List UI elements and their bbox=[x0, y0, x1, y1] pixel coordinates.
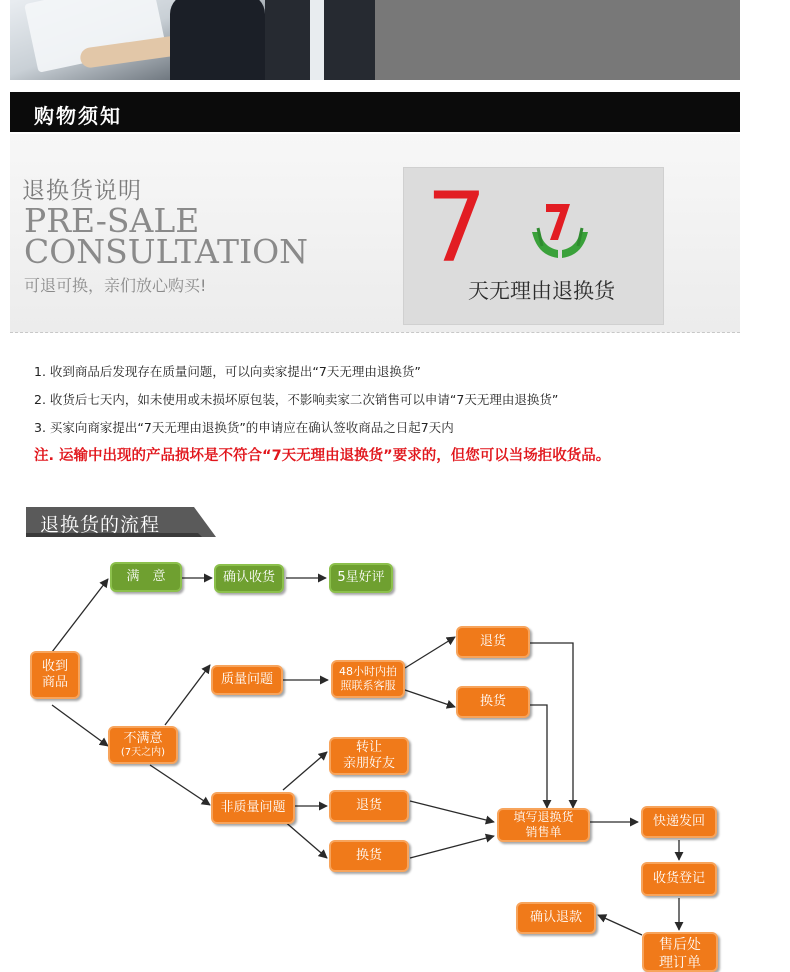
arrow-receive-unsatisfied bbox=[52, 705, 108, 746]
node-confirm-refund-label: 确认退款 bbox=[530, 910, 582, 926]
flow-section-heading bbox=[26, 507, 216, 537]
node-exchange-nonquality-label: 换货 bbox=[356, 848, 382, 864]
arrow-unsatisfied-quality bbox=[165, 665, 210, 725]
arrow-returnmid-fillform bbox=[410, 801, 494, 822]
shopping-notice-header bbox=[10, 92, 740, 132]
node-return-quality bbox=[456, 626, 530, 658]
node-after-sale-line1: 售后处 bbox=[659, 937, 701, 955]
node-non-quality-issue-label: 非质量问题 bbox=[220, 800, 285, 816]
node-fill-form-line2: 销售单 bbox=[525, 825, 561, 840]
rule-item-1: 1. 收到商品后发现存在质量问题，可以向卖家提出“7天无理由退换货” bbox=[34, 358, 558, 386]
arrow-return-fillform bbox=[530, 643, 573, 808]
node-fill-form bbox=[497, 808, 590, 842]
node-return-nonquality-label: 退货 bbox=[356, 798, 382, 814]
node-receive-line2: 商品 bbox=[42, 675, 68, 691]
node-unsatisfied bbox=[108, 726, 178, 764]
flow-title: 退换货的流程 bbox=[40, 510, 160, 537]
node-unsatisfied-note: (7天之内) bbox=[121, 747, 165, 760]
node-exchange-quality-label: 换货 bbox=[480, 694, 506, 710]
business-meeting-photo bbox=[10, 0, 375, 80]
node-five-star bbox=[329, 563, 393, 593]
node-after-sale bbox=[642, 932, 718, 972]
arrow-aftersale-refund bbox=[598, 915, 642, 935]
node-confirm-refund bbox=[516, 902, 596, 934]
node-receive-line1: 收到 bbox=[42, 659, 68, 675]
arrow-unsatisfied-nonquality bbox=[150, 765, 210, 805]
seven-day-return-badge bbox=[403, 167, 664, 325]
top-banner bbox=[10, 0, 740, 80]
arrow-photo-exchange bbox=[405, 690, 455, 707]
node-receive-goods bbox=[30, 651, 80, 699]
rule-item-3: 3. 买家向商家提出“7天无理由退换货”的申请应在确认签收商品之日起7天内 bbox=[34, 414, 558, 442]
node-unsatisfied-label: 不满意 bbox=[123, 731, 162, 747]
node-confirm-receipt-label: 确认收货 bbox=[223, 570, 275, 586]
policy-subtitle: 可退可换，亲们放心购买! bbox=[24, 273, 206, 296]
node-quality-issue bbox=[211, 665, 283, 695]
node-return-quality-label: 退货 bbox=[480, 634, 506, 650]
return-policy-panel bbox=[10, 134, 740, 333]
hands-seven-icon bbox=[530, 198, 590, 264]
node-quality-issue-label: 质量问题 bbox=[221, 672, 273, 688]
node-exchange-nonquality bbox=[329, 840, 409, 872]
node-transfer-line1: 转让 bbox=[356, 740, 382, 756]
rule-item-2: 2. 收货后七天内，如未使用或未损坏原包装，不影响卖家二次销售可以申请“7天无理由退换货” bbox=[34, 386, 558, 414]
arrow-nonquality-exchange bbox=[283, 820, 327, 858]
node-return-nonquality bbox=[329, 790, 409, 822]
node-transfer-friends bbox=[329, 737, 409, 775]
node-photo-contact bbox=[331, 660, 405, 698]
node-exchange-quality bbox=[456, 686, 530, 718]
node-receive-register-label: 收货登记 bbox=[653, 871, 705, 887]
arrow-nonquality-transfer bbox=[283, 752, 327, 790]
node-photo-contact-line2: 照联系客服 bbox=[341, 679, 396, 693]
node-receive-register bbox=[641, 862, 717, 896]
arrow-receive-satisfied bbox=[52, 579, 108, 652]
node-satisfied bbox=[110, 562, 182, 592]
node-five-star-label: 5星好评 bbox=[337, 570, 384, 586]
node-transfer-line2: 亲朋好友 bbox=[343, 756, 395, 772]
node-express-back-label: 快递发回 bbox=[653, 814, 705, 830]
return-rules-list bbox=[34, 358, 558, 442]
node-photo-contact-line1: 48小时内拍 bbox=[339, 665, 397, 679]
badge-text: 天无理由退换货 bbox=[468, 275, 615, 305]
policy-title-cn: 退换货说明 bbox=[22, 172, 142, 205]
shipping-damage-warning: 注. 运输中出现的产品损坏是不符合“7天无理由退换货”要求的，但您可以当场拒收货品。 bbox=[34, 444, 610, 465]
node-express-back bbox=[641, 806, 717, 838]
node-satisfied-label: 满 意 bbox=[126, 569, 165, 585]
policy-title-en-line1: PRE-SALE bbox=[24, 204, 199, 237]
policy-title-en-line2: CONSULTATION bbox=[24, 235, 308, 268]
arrow-photo-return bbox=[405, 637, 455, 668]
arrow-exchangemid-fillform bbox=[410, 836, 494, 858]
shopping-notice-title: 购物须知 bbox=[34, 100, 122, 129]
badge-number: 7 bbox=[426, 180, 487, 276]
node-confirm-receipt bbox=[214, 564, 284, 593]
node-non-quality-issue bbox=[211, 792, 295, 824]
arrow-exchange-fillform bbox=[530, 705, 547, 808]
banner-gray-panel bbox=[375, 0, 740, 80]
node-fill-form-line1: 填写退换货 bbox=[513, 810, 573, 825]
node-after-sale-line2: 理订单 bbox=[659, 955, 701, 972]
